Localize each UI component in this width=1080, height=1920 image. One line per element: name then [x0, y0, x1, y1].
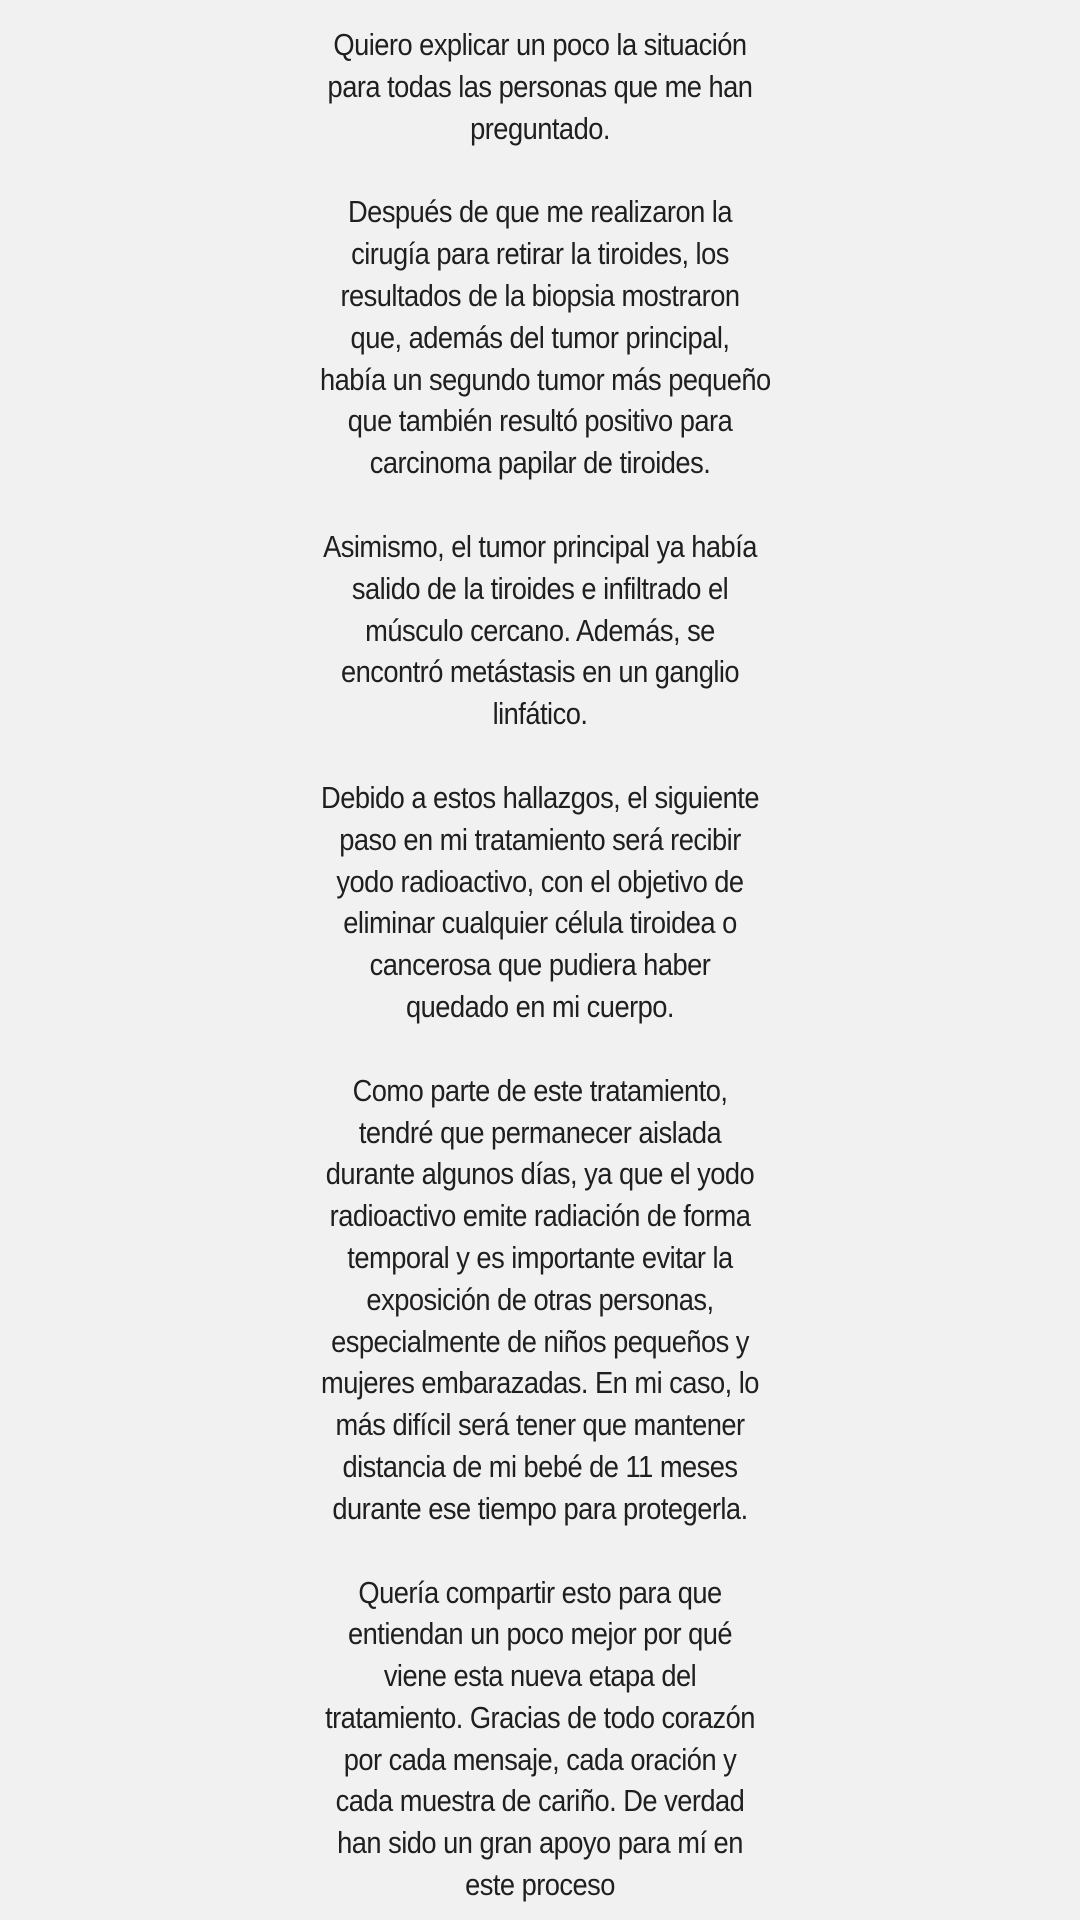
text-line: linfático.	[492, 696, 588, 732]
story-text	[290, 24, 790, 1906]
text-line: salido de la tiroides e infiltrado el	[351, 570, 729, 606]
text-line: Asimismo, el tumor principal ya había	[323, 528, 757, 564]
text-line: eliminar cualquier célula tiroidea o	[343, 905, 737, 941]
text-line: han sido un gran apoyo para mí en	[337, 1825, 743, 1861]
text-line: preguntado.	[470, 110, 610, 146]
text-line: radioactivo emite radiación de forma	[329, 1198, 751, 1234]
text-line: que también resultó positivo para	[347, 403, 733, 439]
text-line: distancia de mi bebé de 11 meses	[342, 1448, 738, 1484]
text-line: durante algunos días, ya que el yodo	[325, 1156, 755, 1192]
text-line: tendré que permanecer aislada	[358, 1114, 722, 1150]
text-line: yodo radioactivo, con el objetivo de	[336, 863, 744, 899]
text-line: viene esta nueva etapa del	[383, 1658, 697, 1694]
text-line: que, además del tumor principal,	[350, 319, 730, 355]
text-line: temporal y es importante evitar la	[347, 1239, 733, 1275]
text-line: entiendan un poco mejor por qué	[347, 1616, 733, 1652]
text-line: más difícil será tener que mantener	[335, 1407, 745, 1443]
text-line: resultados de la biopsia mostraron	[340, 277, 740, 313]
paragraph-isolation	[290, 1070, 790, 1530]
paragraph-surgery-results	[290, 191, 790, 484]
text-line: durante ese tiempo para protegerla.	[332, 1490, 748, 1526]
text-line: carcinoma papilar de tiroides.	[369, 445, 711, 481]
text-line: para todas las personas que me han	[327, 68, 753, 104]
text-line: encontró metástasis en un ganglio	[340, 654, 740, 690]
text-line: Después de que me realizaron la	[348, 194, 732, 230]
text-line: músculo cercano. Además, se	[365, 612, 715, 648]
text-line: Quería compartir esto para que	[358, 1574, 722, 1610]
text-line: cada muestra de cariño. De verdad	[335, 1783, 745, 1819]
text-line: Como parte de este tratamiento,	[352, 1072, 728, 1108]
paragraph-gratitude	[290, 1572, 790, 1906]
text-line: este proceso	[465, 1867, 615, 1903]
text-line: había un segundo tumor más pequeño	[320, 361, 771, 397]
text-line: Quiero explicar un poco la situación	[333, 27, 747, 62]
text-line: cancerosa que pudiera haber	[369, 947, 711, 983]
text-line: paso en mi tratamiento será recibir	[339, 821, 741, 857]
text-line: especialmente de niños pequeños y	[331, 1323, 749, 1359]
text-line: quedado en mi cuerpo.	[406, 988, 674, 1024]
text-line: tratamiento. Gracias de todo corazón	[325, 1699, 755, 1735]
text-line: cirugía para retirar la tiroides, los	[351, 236, 729, 272]
paragraph-tumor-spread	[290, 526, 790, 735]
text-line: Debido a estos hallazgos, el siguiente	[321, 779, 759, 815]
text-line: exposición de otras personas,	[366, 1281, 714, 1317]
text-line: mujeres embarazadas. En mi caso, lo	[321, 1365, 759, 1401]
text-line: por cada mensaje, cada oración y	[343, 1741, 737, 1777]
paragraph-intro	[290, 24, 790, 149]
paragraph-next-step	[290, 777, 790, 1028]
